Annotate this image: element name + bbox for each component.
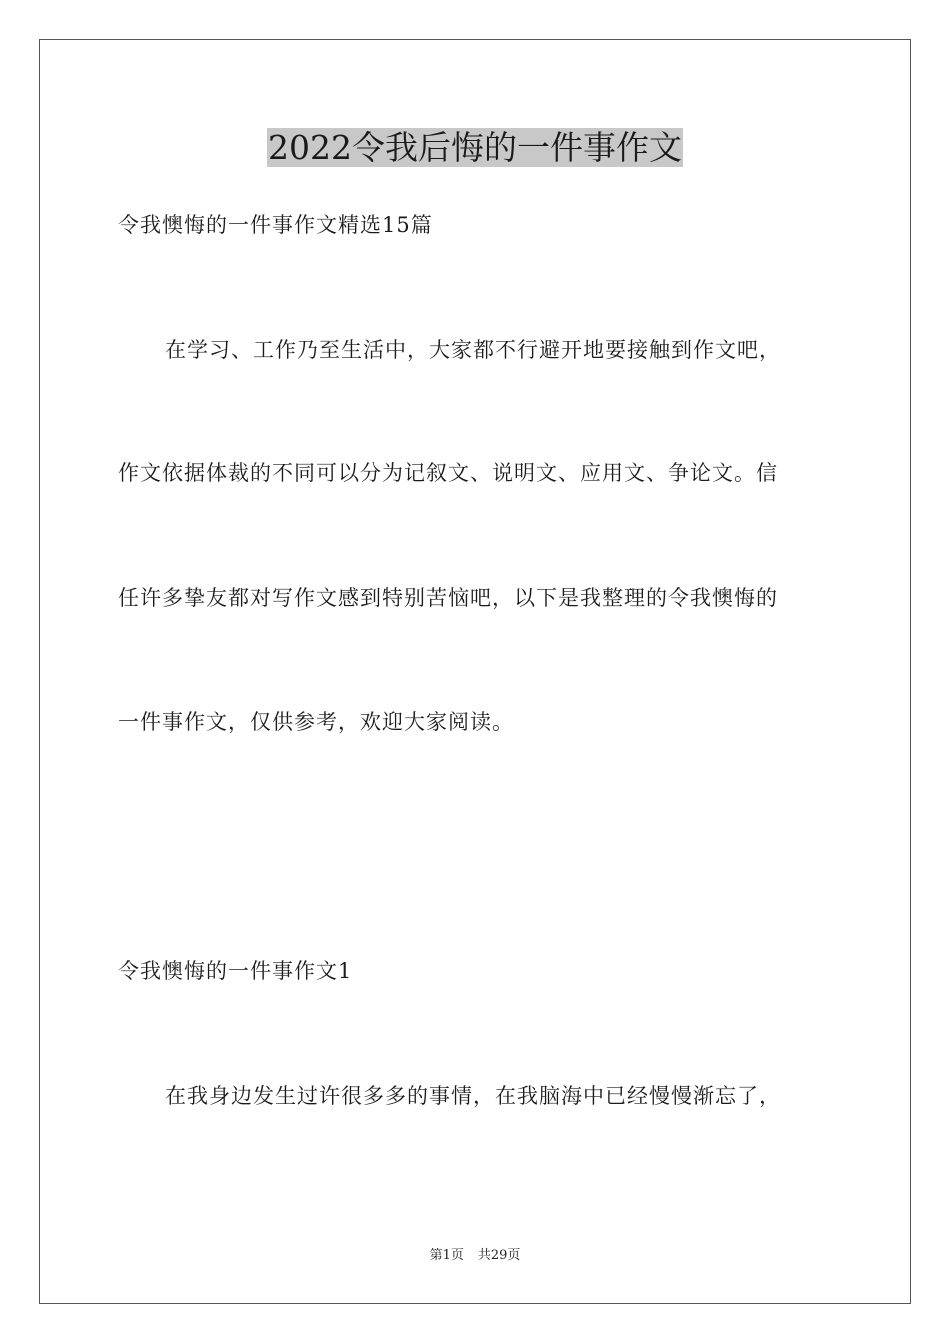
page-total: 共29页 [477, 1248, 521, 1263]
section-paragraph-line: 在我身边发生过许很多多的事情，在我脑海中已经慢慢渐忘了， [165, 1084, 781, 1108]
intro-paragraph-line: 一件事作文，仅供参考，欢迎大家阅读。 [118, 710, 514, 734]
page-number: 第1页 [429, 1248, 464, 1263]
section-heading: 令我懊悔的一件事作文1 [118, 959, 353, 983]
intro-paragraph-line: 任许多挚友都对写作文感到特别苦恼吧，以下是我整理的令我懊悔的 [118, 586, 778, 610]
document-title-text: 2022令我后悔的一件事作文 [268, 128, 682, 167]
intro-paragraph-line: 作文依据体裁的不同可以分为记叙文、说明文、应用文、争论文。信 [118, 461, 778, 485]
page-footer [0, 1246, 950, 1266]
intro-paragraph-line: 在学习、工作乃至生活中，大家都不行避开地要接触到作文吧， [165, 338, 781, 362]
document-title [0, 124, 950, 172]
document-subtitle: 令我懊悔的一件事作文精选15篇 [118, 213, 433, 237]
